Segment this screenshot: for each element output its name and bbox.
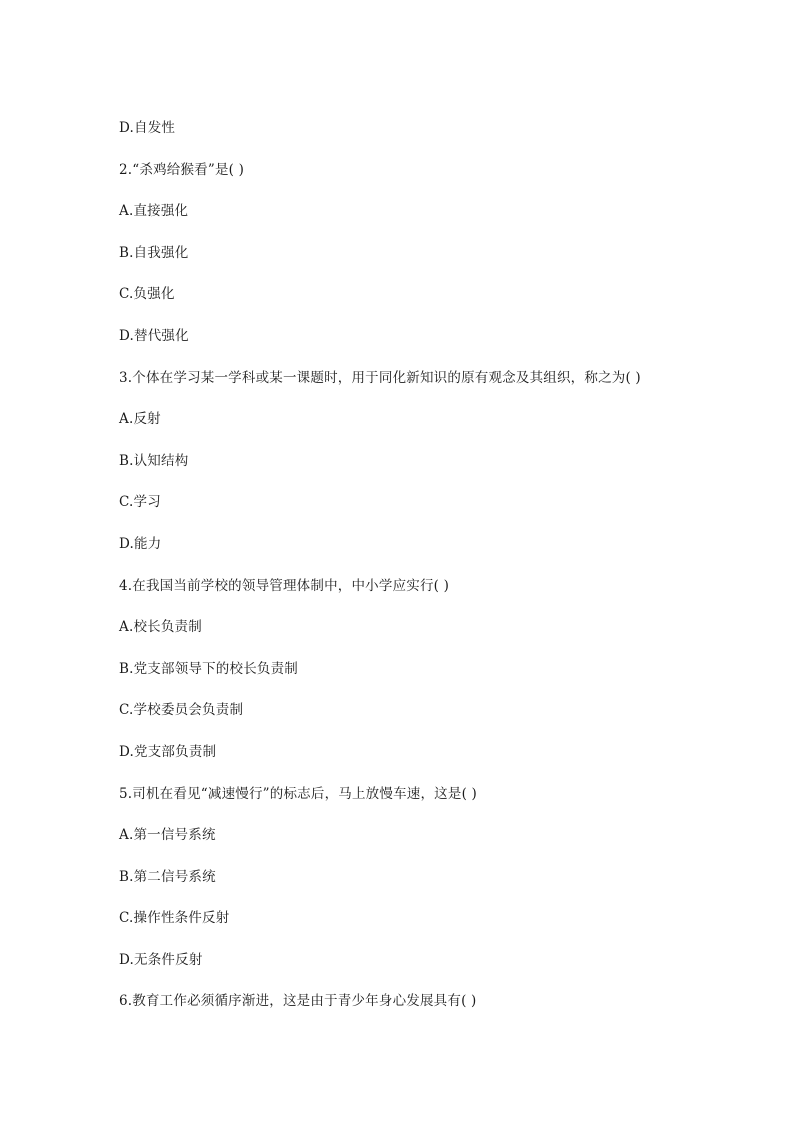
option-text: A.第一信号系统 (119, 827, 216, 844)
option-text: D.替代强化 (119, 327, 189, 344)
question-text: 6.教育工作必须循序渐进，这是由于青少年身心发展具有( ) (119, 993, 477, 1010)
option-text: B.自我强化 (119, 244, 189, 261)
option-text: A.反射 (119, 411, 161, 428)
option-text: D.能力 (119, 535, 162, 552)
option-text: A.校长负责制 (119, 619, 202, 636)
option-text: B.认知结构 (119, 452, 189, 469)
option-text: D.无条件反射 (119, 951, 203, 968)
option-text: D.党支部负责制 (119, 743, 217, 760)
option-text: C.负强化 (119, 286, 175, 303)
option-text: C.学校委员会负责制 (119, 702, 244, 719)
question-text: 2.“杀鸡给猴看”是( ) (119, 161, 245, 178)
option-text: B.第二信号系统 (119, 868, 216, 885)
question-text: 4.在我国当前学校的领导管理体制中，中小学应实行( ) (119, 577, 450, 594)
question-text-block (119, 118, 719, 1033)
option-text: C.学习 (119, 494, 161, 511)
question-text: 3.个体在学习某一学科或某一课题时，用于同化新知识的原有观念及其组织，称之为( ) (119, 369, 641, 386)
question-text: 5.司机在看见“减速慢行”的标志后，马上放慢车速，这是( ) (119, 785, 478, 802)
option-text: C.操作性条件反射 (119, 910, 230, 927)
option-text: A.直接强化 (119, 203, 189, 220)
option-text: B.党支部领导下的校长负责制 (119, 660, 299, 677)
option-text: D.自发性 (119, 120, 176, 136)
